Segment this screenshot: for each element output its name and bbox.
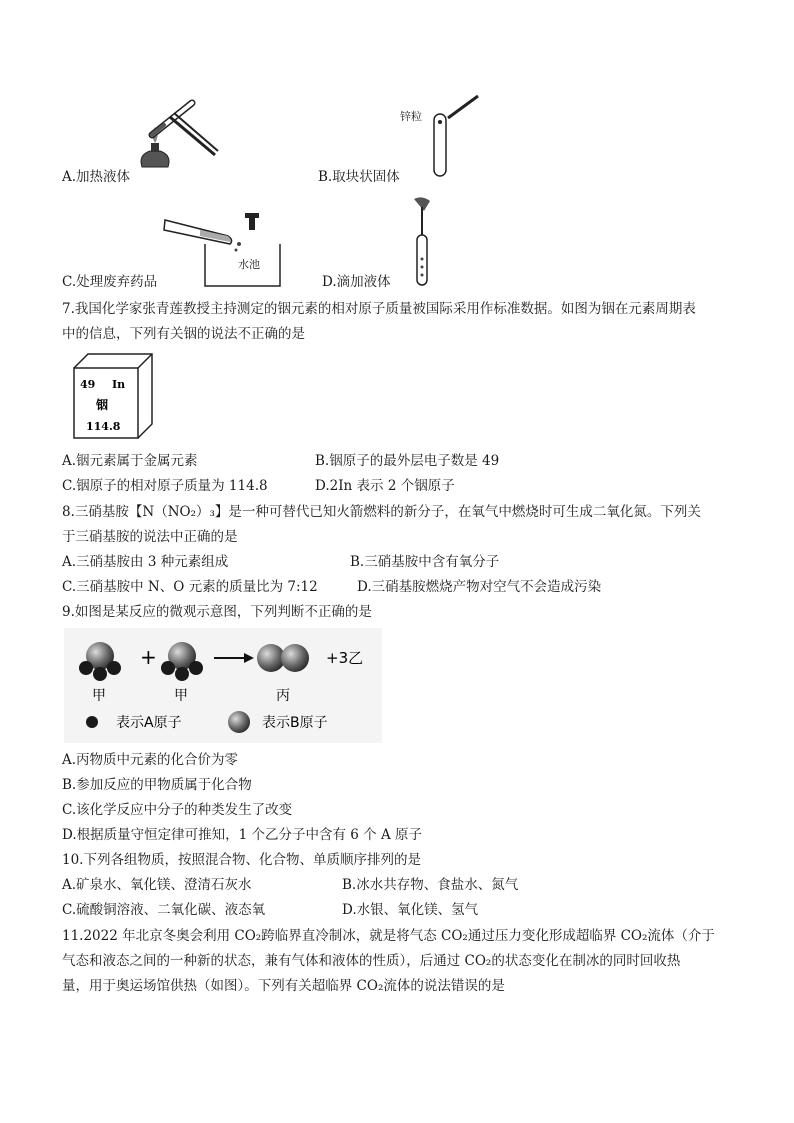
q8-option-c: C.三硝基胺中 N、O 元素的质量比为 7:12 (62, 579, 318, 595)
legend-a-atom (86, 716, 98, 728)
q9-stem: 9.如图是某反应的微观示意图，下列判断不正确的是 (62, 604, 372, 620)
waste-disposal-figure (160, 208, 285, 288)
q6-option-b: B.取块状固体 (318, 169, 400, 185)
q10-option-b: B.冰水共存物、食盐水、氮气 (342, 877, 519, 893)
q7-option-c: C.铟原子的相对原子质量为 114.8 (62, 478, 268, 494)
q7-option-a: A.铟元素属于金属元素 (62, 453, 198, 469)
heating-liquid-figure (130, 95, 230, 185)
zinc-label: 锌粒 (400, 110, 422, 123)
q11-line2: 气态和液态之间的一种新的状态，兼有气体和液体的性质），后通过 CO₂的状态变化在制冰的同时回收热 (62, 953, 681, 969)
q9-option-d: D.根据质量守恒定律可推知，1 个乙分子中含有 6 个 A 原子 (62, 827, 423, 843)
q11-line1: 11.2022 年北京冬奥会利用 CO₂跨临界直冷制冰，就是将气态 CO₂通过压力变化形成超临界 CO₂流体（介于 (62, 928, 715, 944)
element-name: 铟 (96, 398, 109, 412)
q8-option-a: A.三硝基胺由 3 种元素组成 (62, 554, 229, 570)
element-symbol: In (112, 378, 126, 391)
q9-option-a: A.丙物质中元素的化合价为零 (62, 752, 239, 768)
q7-option-b: B.铟原子的最外层电子数是 49 (315, 453, 500, 469)
dropping-liquid-figure (400, 195, 460, 290)
q8-stem-line1: 8.三硝基胺【N（NO₂）₃】是一种可替代已知火箭燃料的新分子，在氧气中燃烧时可生成二氧化氮。下列关 (62, 504, 701, 520)
solid-particle-figure (400, 92, 490, 182)
q11-line3: 量，用于奥运场馆供热（如图）。下列有关超临界 CO₂流体的说法错误的是 (62, 978, 505, 994)
q7-stem-line1: 7.我国化学家张青莲教授主持测定的铟元素的相对原子质量被国际采用作标准数据。如图为铟在元素周期表 (62, 301, 696, 317)
q9-option-c: C.该化学反应中分子的种类发生了改变 (62, 802, 293, 818)
q7-stem-line2: 中的信息，下列有关铟的说法不正确的是 (62, 326, 305, 342)
reactant-label-1: 甲 (92, 688, 106, 704)
sink-label: 水池 (238, 258, 260, 271)
q10-option-c: C.硫酸铜溶液、二氧化碳、液态氧 (62, 902, 266, 918)
q6-option-a: A.加热液体 (62, 169, 131, 185)
atomic-number: 49 (80, 378, 96, 391)
reactant-label-2: 甲 (174, 688, 188, 704)
indium-element-card (72, 352, 154, 440)
plus-sign: + (140, 645, 157, 669)
atomic-mass: 114.8 (86, 420, 121, 433)
product-label: 丙 (276, 688, 290, 704)
q10-option-a: A.矿泉水、氧化镁、澄清石灰水 (62, 877, 252, 893)
q8-option-d: D.三硝基胺燃烧产物对空气不会造成污染 (357, 579, 602, 595)
legend-a-label: 表示A原子 (116, 715, 182, 731)
q10-stem: 10.下列各组物质，按照混合物、化合物、单质顺序排列的是 (62, 852, 421, 868)
q6-option-c: C.处理废弃药品 (62, 274, 158, 290)
reaction-micro-diagram (64, 628, 382, 743)
q8-option-b: B.三硝基胺中含有氧分子 (350, 554, 500, 570)
legend-b-atom (228, 711, 250, 733)
q7-option-d: D.2In 表示 2 个铟原子 (315, 478, 455, 494)
q6-option-d: D.滴加液体 (322, 274, 391, 290)
q10-option-d: D.水银、氧化镁、氢气 (342, 902, 479, 918)
extra-product-label: +3乙 (326, 649, 364, 667)
q8-stem-line2: 于三硝基胺的说法中正确的是 (62, 529, 238, 545)
q9-option-b: B.参加反应的甲物质属于化合物 (62, 777, 252, 793)
legend-b-label: 表示B原子 (262, 715, 328, 731)
